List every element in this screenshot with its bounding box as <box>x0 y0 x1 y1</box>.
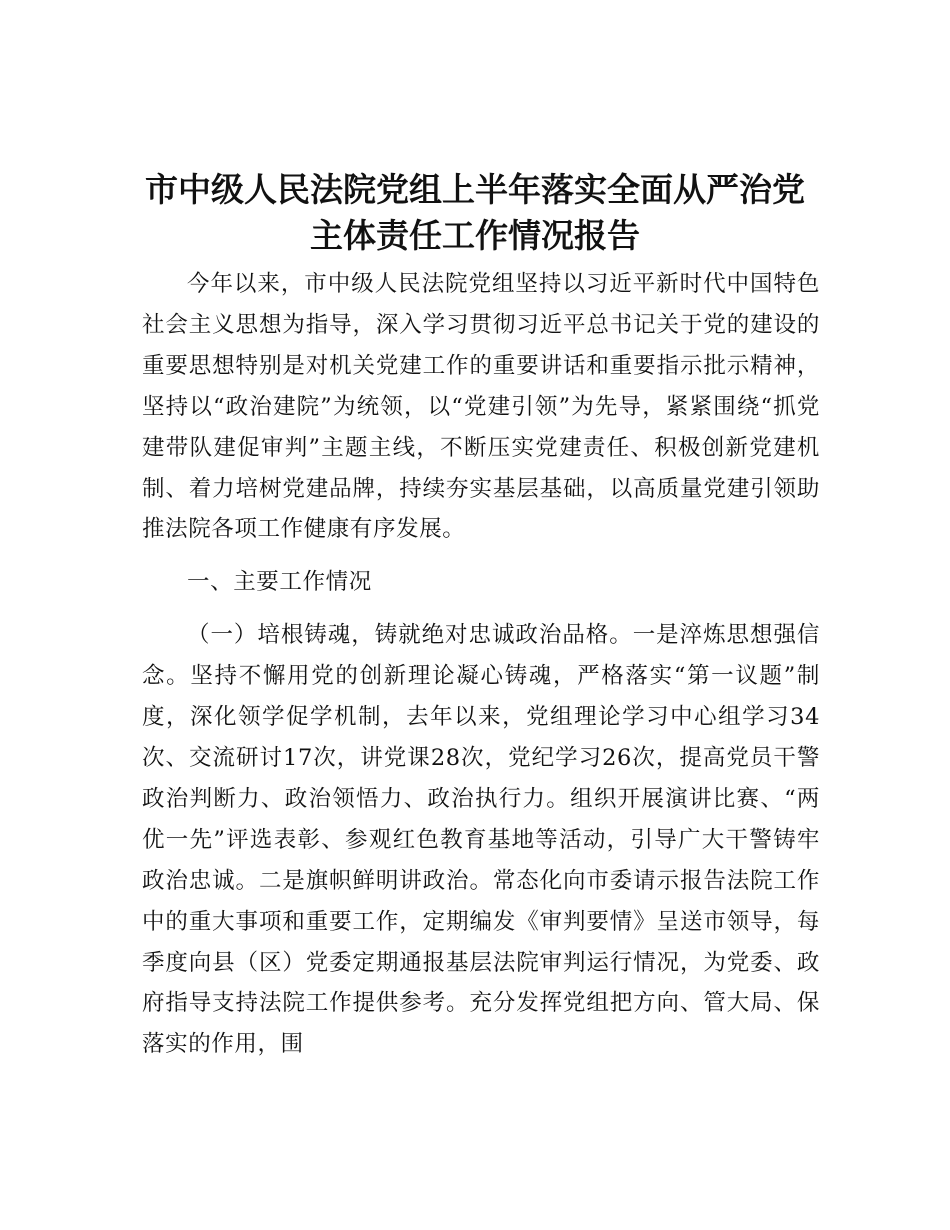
section-paragraph: （一）培根铸魂，铸就绝对忠诚政治品格。一是淬炼思想强信念。坚持不懈用党的创新理论凝心铸魂，严格落实“第一议题”制度，深化领学促学机制，去年以来，党组理论学习中心组学习34次、交流研讨17次，讲党课28次，党纪学习26次，提高党员干警政治判断力、政治领悟力、政治执行力。组织开展演讲比赛、“两优一先”评选表彰、参观红色教育基地等活动，引导广大干警铸牢政治忠诚。二是旗帜鲜明讲政治。常态化向市委请示报告法院工作中的重大事项和重要工作，定期编发《审判要情》呈送市领导，每季度向县（区）党委定期通报基层法院审判运行情况，为党委、政府指导支持法院工作提供参考。充分发挥党组把方向、管大局、保落实的作用，围 <box>142 622 820 1058</box>
intro-paragraph: 今年以来，市中级人民法院党组坚持以习近平新时代中国特色社会主义思想为指导，深入学习贯彻习近平总书记关于党的建设的重要思想特别是对机关党建工作的重要讲话和重要指示批示精神，坚持以“政治建院”为统领，以“党建引领”为先导，紧紧围绕“抓党建带队建促审判”主题主线，不断压实党建责任、积极创新党建机制、着力培树党建品牌，持续夯实基层基础，以高质量党建引领助推法院各项工作健康有序发展。 <box>142 271 820 543</box>
document-body <box>142 264 820 1065</box>
section-heading: 一、主要工作情况 <box>187 569 372 596</box>
document-title-line-2: 主体责任工作情况报告 <box>310 216 640 255</box>
document-title-line-1: 市中级人民法院党组上半年落实全面从严治党 <box>145 170 805 209</box>
